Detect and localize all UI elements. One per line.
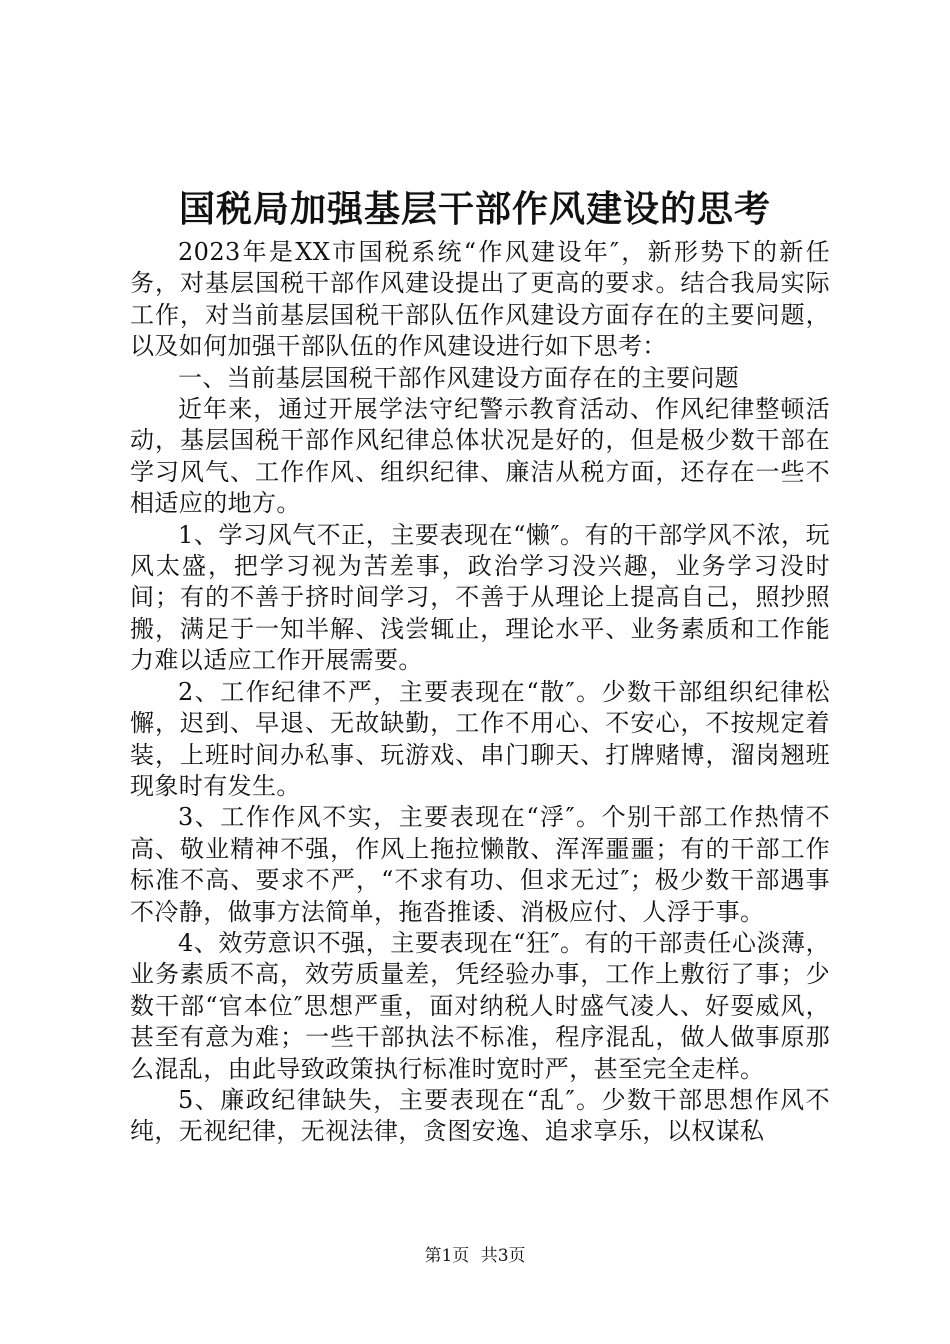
paragraph-item-4: 4、效劳意识不强，主要表现在“狂″。有的干部责任心淡薄，业务素质不高，效劳质量差，凭经验办事，工作上敷衍了事；少数干部“官本位″思想严重，面对纳税人时盛气凌人、好耍威风，甚至有意为难；一些干部执法不标准，程序混乱，做人做事原那么混乱，由此导致政策执行标准时宽时严，甚至完全走样。 (130, 928, 830, 1083)
page-footer (0, 1244, 950, 1268)
paragraph-overview: 近年来，通过开展学法守纪警示教育活动、作风纪律整顿活动，基层国税干部作风纪律总体状况是好的，但是极少数干部在学习风气、工作作风、组织纪律、廉洁从税方面，还存在一些不相适应的地方。 (130, 395, 830, 518)
section-heading-1: 一、当前基层国税干部作风建设方面存在的主要问题 (178, 363, 740, 392)
document-body (130, 237, 830, 1148)
paragraph-item-1: 1、学习风气不正，主要表现在“懒″。有的干部学风不浓，玩风太盛，把学习视为苦差事，政治学习没兴趣，业务学习没时间；有的不善于挤时间学习，不善于从理论上提高自己，照抄照搬，满足于一知半解、浅尝辄止，理论水平、业务素质和工作能力难以适应工作开展需要。 (130, 520, 830, 675)
paragraph-item-5: 5、廉政纪律缺失，主要表现在“乱″。少数干部思想作风不纯，无视纪律，无视法律，贪图安逸、追求享乐，以权谋私 (130, 1085, 830, 1146)
page-total: 共3页 (480, 1246, 526, 1266)
paragraph-item-3: 3、工作作风不实，主要表现在“浮″。个别干部工作热情不高、敬业精神不强，作风上拖拉懒散、浑浑噩噩；有的干部工作标准不高、要求不严，“不求有功、但求无过″；极少数干部遇事不冷静，做事方法简单，拖沓推诿、消极应付、人浮于事。 (130, 803, 830, 926)
paragraph-item-2: 2、工作纪律不严，主要表现在“散″。少数干部组织纪律松懈，迟到、早退、无故缺勤，工作不用心、不安心，不按规定着装，上班时间办私事、玩游戏、串门聊天、打牌赌博，溜岗翘班现象时有发生。 (130, 677, 830, 800)
paragraph-intro: 2023年是XX市国税系统“作风建设年″，新形势下的新任务，对基层国税干部作风建设提出了更高的要求。结合我局实际工作，对当前基层国税干部队伍作风建设方面存在的主要问题，以及如何加强干部队伍的作风建设进行如下思考： (130, 238, 830, 361)
page-number: 第1页 (424, 1246, 470, 1266)
document-title: 国税局加强基层干部作风建设的思考 (178, 188, 771, 230)
